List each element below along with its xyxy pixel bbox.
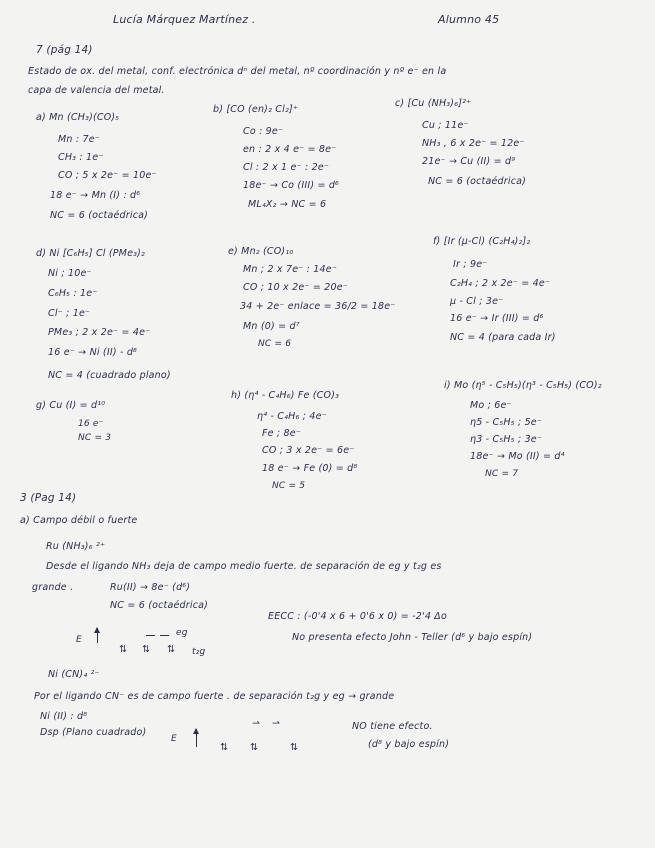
- item-i-line: NC = 7: [485, 469, 519, 479]
- item-c-line: NH₃ , 6 x 2e⁻ = 12e⁻: [422, 138, 525, 149]
- exercise-3-question: a) Campo débil o fuerte: [20, 515, 138, 526]
- ni-effect: NO tiene efecto.: [352, 721, 433, 732]
- item-f-line: μ - Cl ; 3e⁻: [450, 296, 504, 307]
- t2g-orbital-paired: ⇅: [167, 644, 176, 655]
- ru-jahn-teller: No presenta efecto John - Teller (d⁶ y bajo espín): [292, 632, 533, 643]
- t2g-orbital-paired: ⇅: [119, 644, 128, 655]
- ru-explanation-line2: grande .: [32, 582, 74, 593]
- item-c-line: 21e⁻ → Cu (II) = d⁹: [422, 156, 516, 167]
- item-e-line: Mn (0) = d⁷: [243, 321, 300, 332]
- energy-axis-arrow: [97, 628, 98, 643]
- item-d-line: NC = 4 (cuadrado plano): [48, 370, 171, 381]
- energy-label: E: [171, 734, 177, 744]
- item-h-line: 18 e⁻ → Fe (0) = d⁸: [262, 463, 358, 474]
- item-a-line: CO ; 5 x 2e⁻ = 10e⁻: [58, 170, 157, 181]
- item-d-line: Ni ; 10e⁻: [48, 268, 92, 279]
- exercise-7-intro-line1: Estado de ox. del metal, conf. electrónica dⁿ del metal, nº coordinación y nº e⁻ en la: [28, 66, 447, 77]
- item-g-line: 16 e⁻: [78, 419, 104, 429]
- item-a-line: CH₃ : 1e⁻: [58, 152, 104, 163]
- ni-config: Ni (II) : d⁸: [40, 711, 88, 722]
- item-f-line: C₂H₄ ; 2 x 2e⁻ = 4e⁻: [450, 278, 551, 289]
- item-f-line: NC = 4 (para cada Ir): [450, 332, 556, 343]
- student-number: Alumno 45: [438, 13, 500, 26]
- t2g-label: t₂g: [192, 647, 206, 657]
- ru-complex-label: Ru (NH₃)₆ ²⁺: [46, 541, 106, 552]
- item-b-line: ML₄X₂ → NC = 6: [248, 199, 327, 210]
- ru-coordination: NC = 6 (octaédrica): [110, 600, 209, 611]
- item-c-line: Cu ; 11e⁻: [422, 120, 469, 131]
- item-e-line: Mn ; 2 x 7e⁻ : 14e⁻: [243, 264, 338, 275]
- item-i-title: i) Mo (η⁵ - C₅H₅)(η³ - C₅H₅) (CO)₂: [444, 380, 602, 391]
- item-d-title: d) Ni [C₆H₅] Cl (PMe₃)₂: [36, 248, 146, 259]
- item-h-line: NC = 5: [272, 481, 306, 491]
- student-name: Lucía Márquez Martínez .: [113, 13, 256, 26]
- item-f-line: 16 e⁻ → Ir (III) = d⁶: [450, 313, 544, 324]
- item-b-line: en : 2 x 4 e⁻ = 8e⁻: [243, 144, 337, 155]
- item-i-line: Mo ; 6e⁻: [470, 400, 512, 411]
- item-c-title: c) [Cu (NH₃)₆]²⁺: [395, 98, 472, 109]
- ni-spin: (d⁸ y bajo espín): [368, 739, 450, 750]
- ni-geometry: Dsp (Plano cuadrado): [40, 727, 147, 738]
- item-d-line: PMe₃ ; 2 x 2e⁻ = 4e⁻: [48, 327, 151, 338]
- item-i-line: 18e⁻ → Mo (II) = d⁴: [470, 451, 565, 462]
- item-e-title: e) Mn₂ (CO)₁₀: [228, 246, 294, 257]
- eg-orbital-line: [160, 635, 169, 636]
- exercise-7-title: 7 (pág 14): [36, 44, 93, 56]
- t2g-orbital-paired: ⇅: [142, 644, 151, 655]
- t2g-orbital-paired: ⇅: [220, 742, 229, 753]
- ru-eecc: EECC : (-0'4 x 6 + 0'6 x 0) = -2'4 Δo: [268, 611, 448, 622]
- energy-axis-arrow: [196, 729, 197, 747]
- item-a-line: NC = 6 (octaédrica): [50, 210, 149, 221]
- eg-orbital-single: ⇀: [252, 718, 261, 729]
- ni-complex-label: Ni (CN)₄ ²⁻: [48, 669, 100, 680]
- exercise-7-intro-line2: capa de valencia del metal.: [28, 85, 165, 96]
- item-h-line: η⁴ - C₄H₆ ; 4e⁻: [257, 411, 327, 422]
- t2g-orbital-paired: ⇅: [290, 742, 299, 753]
- item-g-line: NC = 3: [78, 433, 112, 443]
- item-g-title: g) Cu (I) = d¹⁰: [36, 400, 106, 411]
- item-d-line: 16 e⁻ → Ni (II) - d⁸: [48, 347, 138, 358]
- item-i-line: η3 - C₅H₅ ; 3e⁻: [470, 434, 543, 445]
- item-d-line: Cl⁻ ; 1e⁻: [48, 308, 91, 319]
- t2g-orbital-paired: ⇅: [250, 742, 259, 753]
- ru-explanation-line1: Desde el ligando NH₃ deja de campo medio fuerte. de separación de eg y t₂g es: [46, 561, 442, 572]
- eg-orbital-line: [146, 635, 155, 636]
- item-h-line: CO ; 3 x 2e⁻ = 6e⁻: [262, 445, 355, 456]
- item-b-line: Cl : 2 x 1 e⁻ : 2e⁻: [243, 162, 330, 173]
- item-i-line: η5 - C₅H₅ ; 5e⁻: [470, 417, 543, 428]
- item-a-line: Mn : 7e⁻: [58, 134, 100, 145]
- item-e-line: CO ; 10 x 2e⁻ = 20e⁻: [243, 282, 348, 293]
- eg-orbital-single: ⇀: [272, 718, 281, 729]
- item-f-line: Ir ; 9e⁻: [453, 259, 488, 270]
- item-d-line: C₆H₅ : 1e⁻: [48, 288, 98, 299]
- item-a-title: a) Mn (CH₃)(CO)₅: [36, 112, 120, 123]
- item-f-title: f) [Ir (μ-Cl) (C₂H₄)₂]₂: [433, 236, 531, 247]
- energy-label: E: [76, 635, 82, 645]
- item-a-line: 18 e⁻ → Mn (I) : d⁶: [50, 190, 141, 201]
- item-e-line: NC = 6: [258, 339, 292, 349]
- ru-config: Ru(II) → 8e⁻ (d⁶): [110, 582, 191, 593]
- item-e-line: 34 + 2e⁻ enlace = 36/2 = 18e⁻: [240, 301, 396, 312]
- eg-label: eg: [176, 628, 188, 638]
- item-h-title: h) (η⁴ - C₄H₆) Fe (CO)₃: [231, 390, 340, 401]
- item-c-line: NC = 6 (octaédrica): [428, 176, 527, 187]
- ni-explanation: Por el ligando CN⁻ es de campo fuerte . de separación t₂g y eg → grande: [34, 691, 395, 702]
- exercise-3-title: 3 (Pag 14): [20, 492, 77, 504]
- item-b-line: Co : 9e⁻: [243, 126, 284, 137]
- item-b-title: b) [CO (en)₂ Cl₂]⁺: [213, 104, 299, 115]
- item-h-line: Fe ; 8e⁻: [262, 428, 302, 439]
- item-b-line: 18e⁻ → Co (III) = d⁶: [243, 180, 340, 191]
